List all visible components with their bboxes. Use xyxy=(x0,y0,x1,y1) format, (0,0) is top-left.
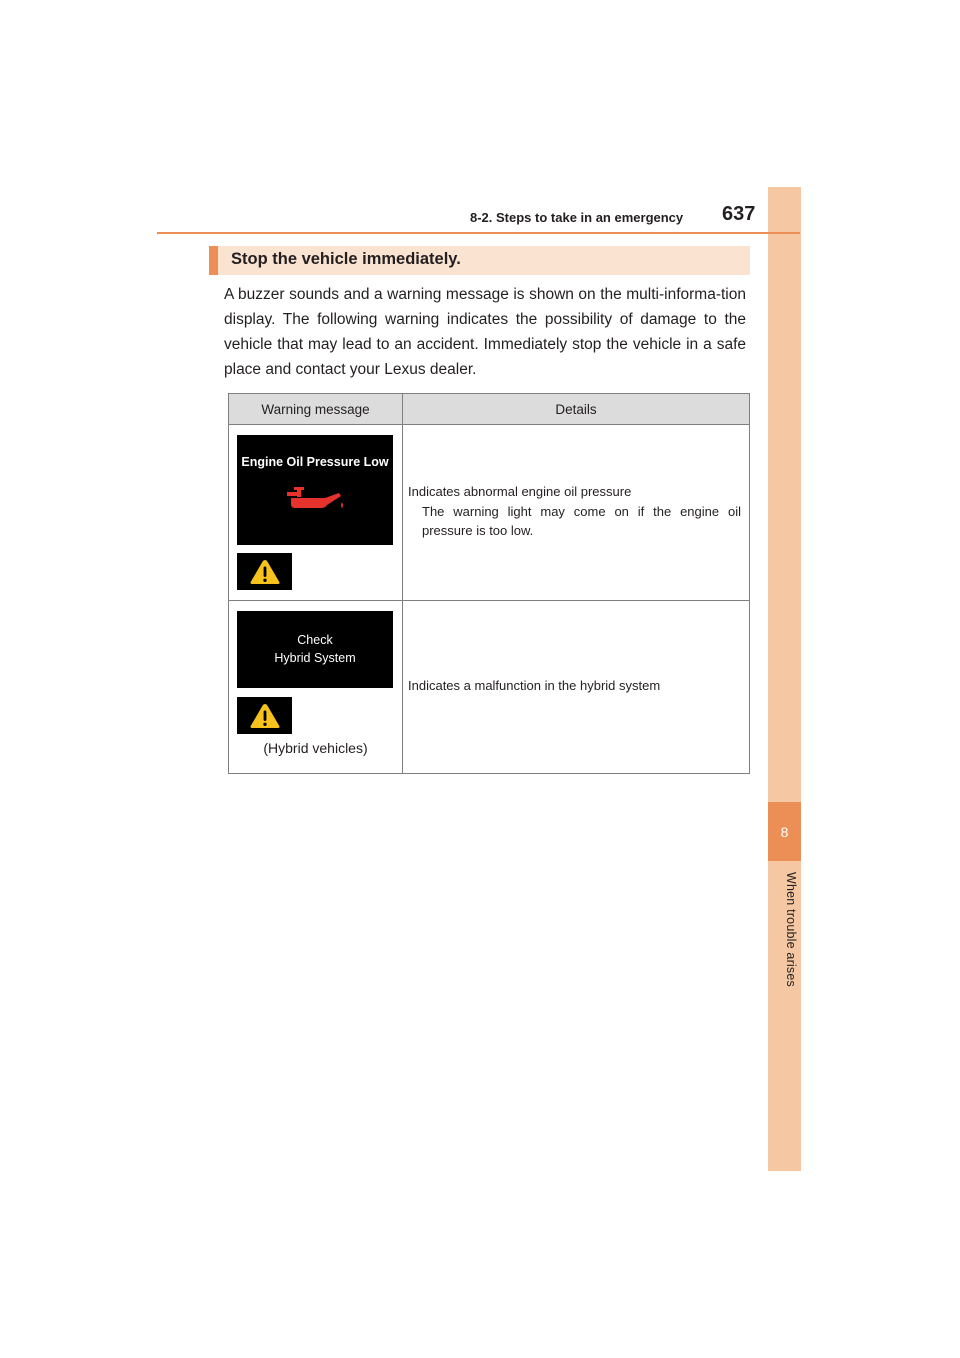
oil-pressure-display xyxy=(237,435,393,545)
oil-can-icon xyxy=(285,487,347,517)
caution-triangle-icon xyxy=(249,702,281,730)
warning-cell xyxy=(229,601,403,774)
warning-table xyxy=(228,393,750,774)
chapter-side-tab xyxy=(768,187,801,1171)
hybrid-system-display xyxy=(237,611,393,688)
table-row xyxy=(229,425,750,601)
column-header-details: Details xyxy=(403,394,750,425)
caution-triangle-icon xyxy=(249,558,281,586)
details-text: Indicates abnormal engine oil pressure xyxy=(408,484,632,499)
section-heading xyxy=(209,246,750,275)
section-title: 8-2. Steps to take in an emergency xyxy=(470,210,684,225)
warning-cell xyxy=(229,425,403,601)
header-divider xyxy=(157,232,800,234)
oil-pressure-details xyxy=(408,482,741,541)
table-header-row xyxy=(229,394,750,425)
details-cell xyxy=(403,601,750,774)
display-line-1: Check xyxy=(297,633,333,647)
display-line-2: Hybrid System xyxy=(274,650,356,665)
page-number: 637 xyxy=(722,203,756,225)
details-cell xyxy=(403,425,750,601)
intro-paragraph: A buzzer sounds and a warning message is shown on the multi-informa-tion display. The following warning indicates the possibility of damage to the vehicle that may lead to an accident. Immediately stop the vehicle in a safe place and contact your Lexus dealer. xyxy=(224,286,746,378)
section-heading-text: Stop the vehicle immediately. xyxy=(231,250,461,268)
column-header-warning: Warning message xyxy=(229,394,403,425)
chapter-number: 8 xyxy=(768,802,801,861)
caution-icon-box xyxy=(237,697,292,734)
table-row xyxy=(229,601,750,774)
caution-icon-box xyxy=(237,553,292,590)
hybrid-system-details: Indicates a malfunction in the hybrid system xyxy=(408,678,661,693)
sub-detail-text: The warning light may come on if the engine oil pressure is too low. xyxy=(422,503,741,538)
hybrid-vehicles-note: (Hybrid vehicles) xyxy=(263,740,368,756)
display-text: Engine Oil Pressure Low xyxy=(241,455,389,469)
chapter-label: When trouble arises xyxy=(784,872,798,987)
